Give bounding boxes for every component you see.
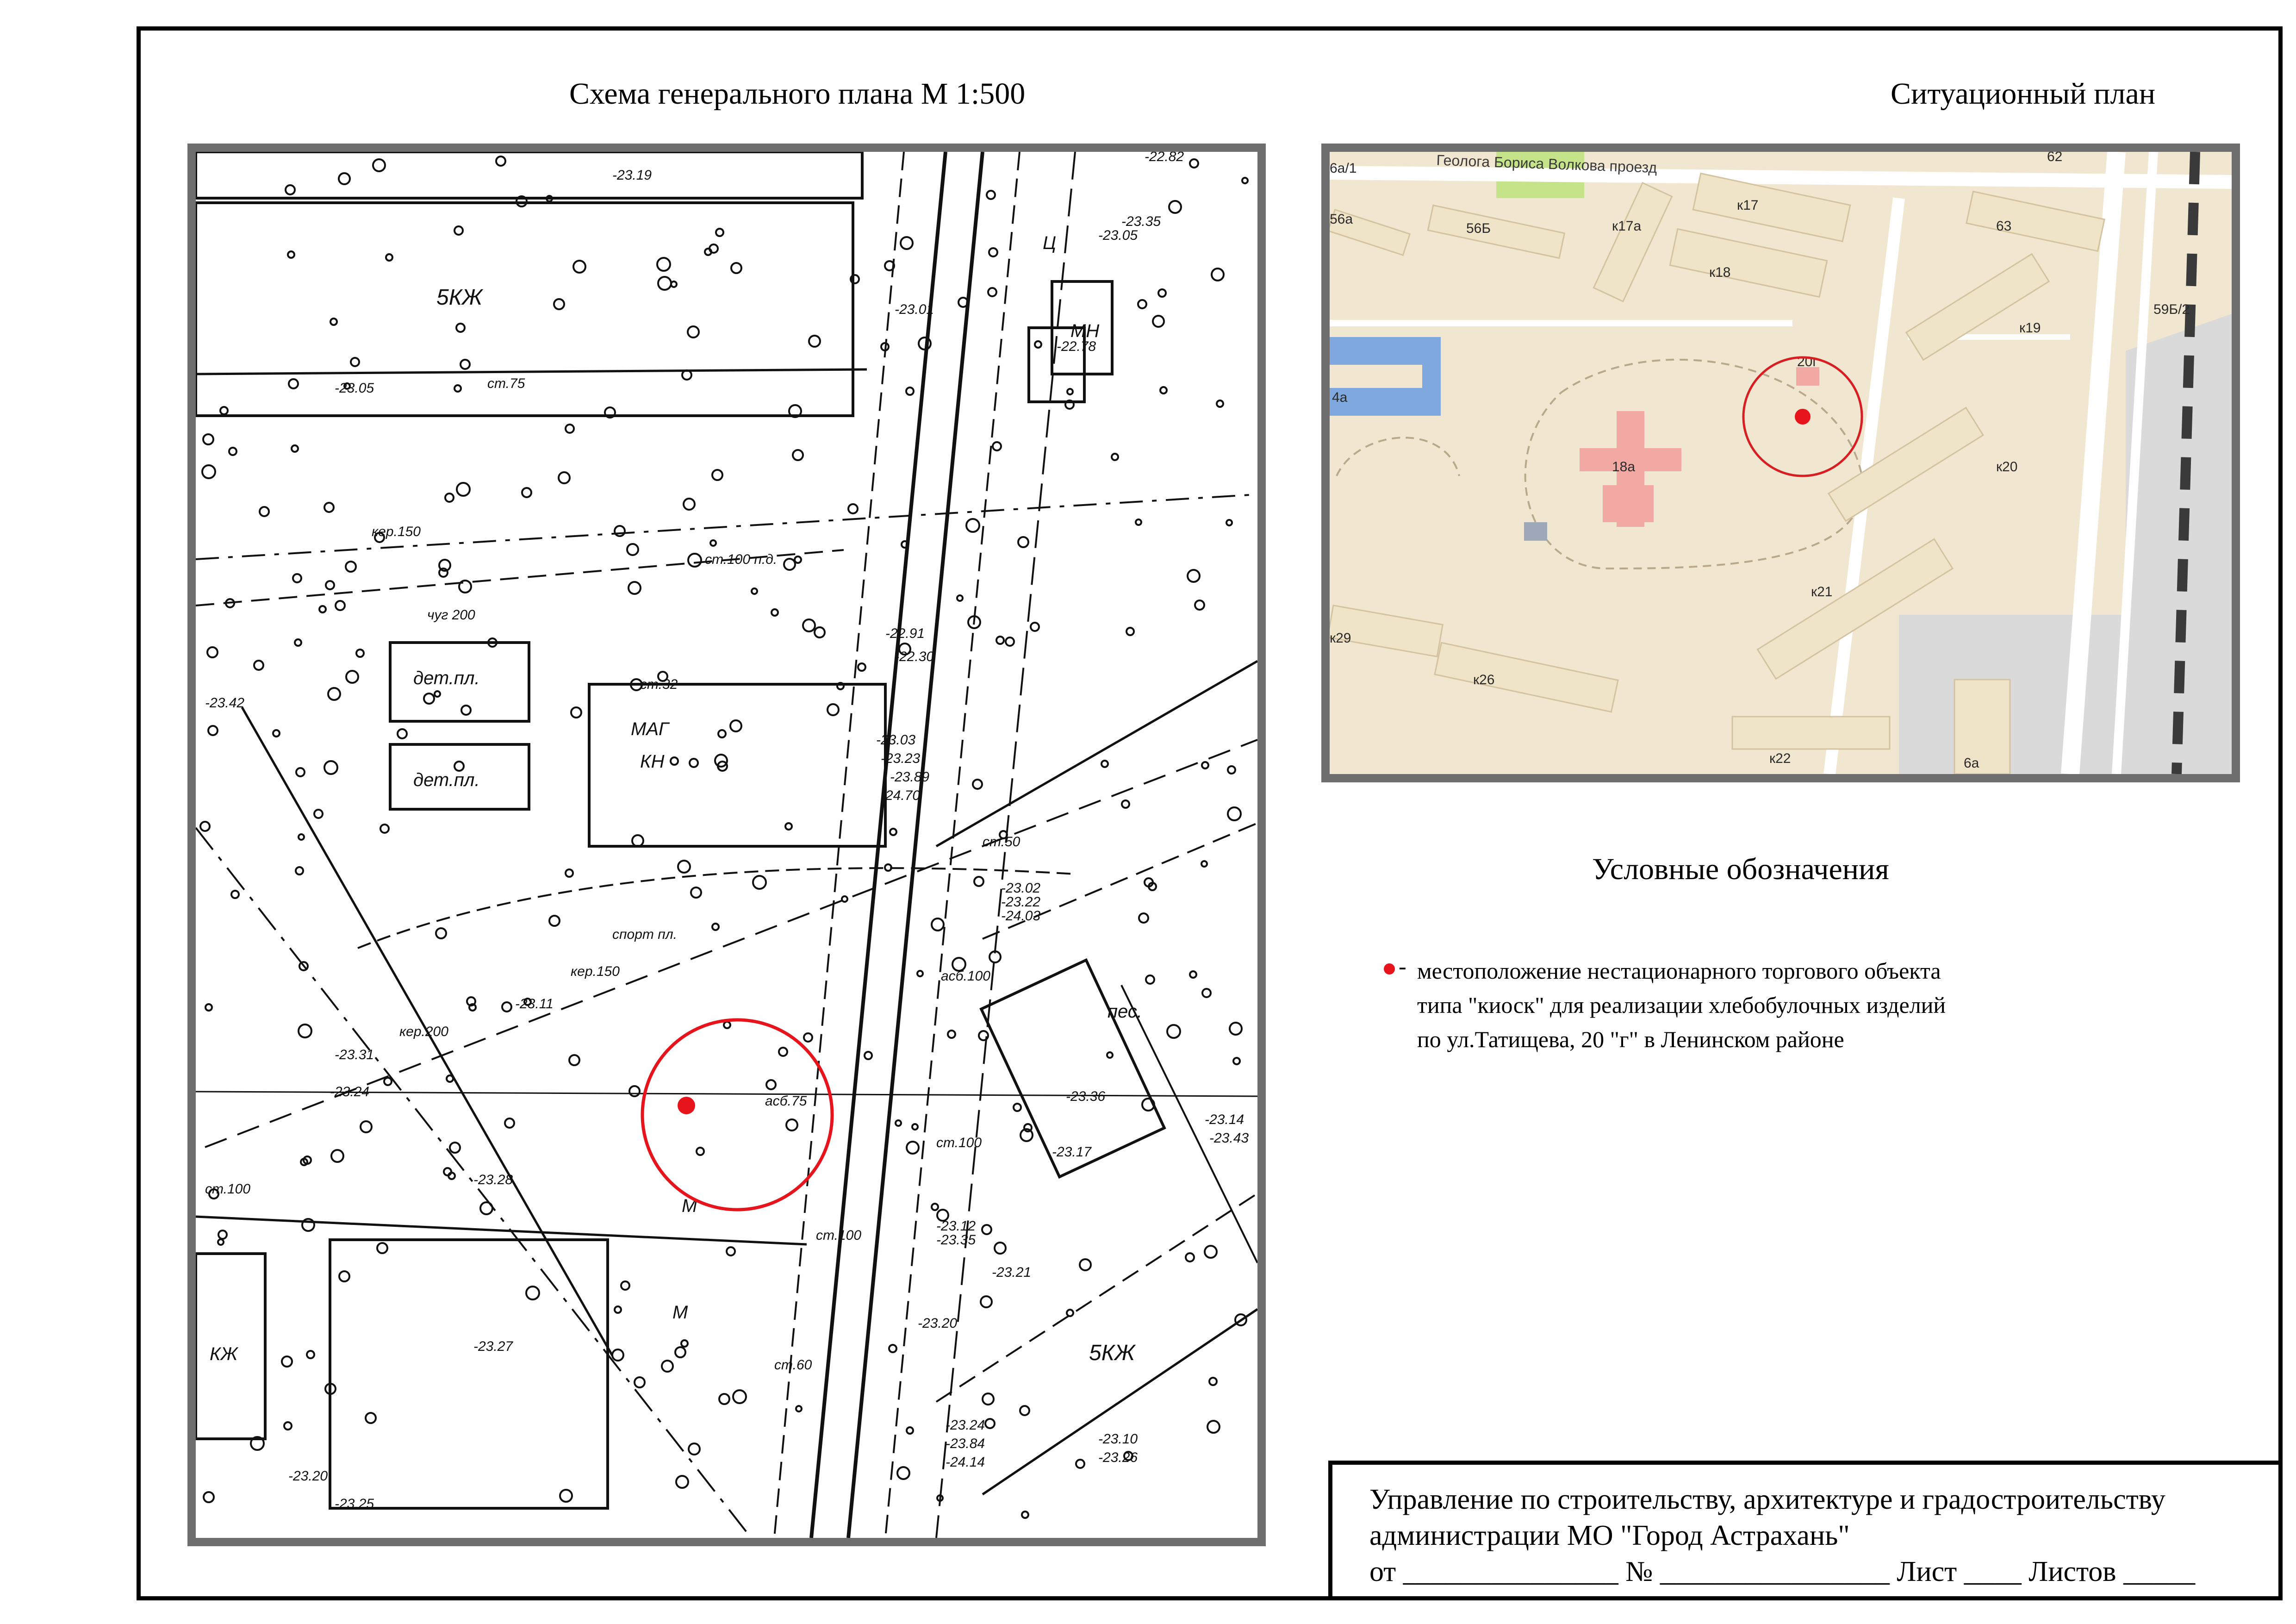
- survey-annotation: ст.60: [774, 1357, 812, 1373]
- situation-label: 20г: [1797, 354, 1818, 369]
- survey-elevation: -24.14: [946, 1455, 985, 1470]
- legend-title: Условные обозначения: [1592, 852, 1889, 886]
- survey-elevation: -23.21: [992, 1265, 1032, 1280]
- survey-zone-label: М: [682, 1196, 697, 1216]
- survey-annotation: ст.100: [816, 1228, 862, 1243]
- situation-label: 56а: [1330, 212, 1353, 227]
- situation-label: к20: [1996, 459, 2018, 475]
- general-plan-title: Схема генерального плана М 1:500: [569, 77, 1026, 111]
- survey-elevation: -23.35: [1121, 214, 1161, 229]
- survey-elevation: -24.03: [1001, 908, 1041, 924]
- survey-zone-label: МН: [1070, 321, 1100, 341]
- survey-zone-label: дет.пл.: [413, 668, 480, 688]
- survey-zone-label: Ц: [1043, 233, 1057, 253]
- situation-label: 4а: [1332, 390, 1348, 405]
- survey-zone-label: КЖ: [210, 1344, 238, 1364]
- survey-elevation: -22.82: [1145, 152, 1184, 164]
- survey-annotation: ст.100: [205, 1181, 251, 1197]
- survey-annotation: кер.150: [372, 524, 421, 539]
- legend-marker: [1384, 963, 1395, 974]
- survey-elevation: -23.31: [335, 1047, 374, 1062]
- situation-label: 6а: [1964, 756, 1979, 771]
- survey-elevation: -24.70: [881, 788, 921, 803]
- situation-label: к29: [1330, 631, 1351, 646]
- general-plan-map: [187, 144, 1266, 1546]
- survey-elevation: -23.24: [330, 1084, 370, 1099]
- survey-elevation: -23.25: [335, 1496, 374, 1512]
- survey-elevation: -22.91: [885, 626, 925, 641]
- survey-elevation: -23.20: [918, 1316, 958, 1331]
- survey-drawing: [196, 152, 1257, 1538]
- survey-annotation: ст.100 п.д.: [705, 552, 778, 567]
- survey-annotation: асб.75: [765, 1093, 807, 1109]
- survey-elevation: -22.78: [1057, 339, 1096, 354]
- legend-dash: -: [1399, 953, 1406, 979]
- survey-zone-label: дет.пл.: [413, 770, 480, 790]
- situation-label: к17: [1737, 198, 1759, 213]
- survey-elevation: -23.20: [288, 1468, 328, 1484]
- survey-elevation: -23.05: [1098, 228, 1138, 243]
- survey-annotation: ст.75: [487, 376, 525, 391]
- survey-zone-label: пес.: [1108, 1001, 1142, 1022]
- survey-elevation: -23.28: [473, 1172, 513, 1187]
- legend-line-1: местоположение нестационарного торгового объекта: [1417, 958, 1941, 984]
- situation-drawing: [1330, 152, 2232, 774]
- survey-annotation: ст.100: [936, 1135, 982, 1150]
- survey-elevation: -23.89: [890, 769, 930, 785]
- situation-label: к21: [1811, 584, 1833, 600]
- survey-elevation: -23.36: [1066, 1089, 1106, 1104]
- situation-label: к18: [1709, 265, 1731, 280]
- survey-elevation: -23.22: [1001, 894, 1041, 910]
- survey-elevation: -23.43: [1209, 1131, 1249, 1146]
- legend-line-2: типа "киоск" для реализации хлебобулочных изделий: [1417, 992, 1946, 1018]
- survey-elevation: -23.26: [1098, 1450, 1138, 1465]
- survey-elevation: -23.03: [876, 732, 916, 748]
- survey-elevation: -23.19: [612, 168, 652, 183]
- survey-annotation: ст.32: [640, 677, 678, 692]
- street-name: Геолога Бориса Волкова проезд: [1436, 152, 1657, 176]
- title-block: [1328, 1461, 2283, 1600]
- survey-annotation: спорт пл.: [612, 927, 677, 942]
- survey-annotation: чуг 200: [427, 607, 475, 623]
- survey-annotation: кер.150: [571, 964, 620, 979]
- situation-plan-title: Ситуационный план: [1891, 77, 2156, 111]
- survey-elevation: -23.01: [895, 302, 934, 317]
- survey-zone-label: М: [672, 1302, 688, 1323]
- survey-elevation: -23.27: [473, 1339, 513, 1354]
- situation-label: 63: [1996, 219, 2012, 234]
- situation-label: к26: [1473, 672, 1495, 687]
- survey-elevation: -23.11: [515, 996, 554, 1012]
- survey-zone-label: 5КЖ: [1089, 1341, 1135, 1365]
- survey-elevation: -22.30: [895, 649, 934, 664]
- organization-name: Управление по строительству, архитектуре и градостроительству: [1369, 1484, 2165, 1515]
- survey-elevation: -23.10: [1098, 1431, 1138, 1447]
- administration-name: администрации МО "Город Астрахань": [1369, 1520, 1850, 1551]
- survey-zone-label: КН: [640, 751, 665, 772]
- survey-elevation: -23.12: [936, 1218, 976, 1234]
- situation-label: к17а: [1612, 219, 1642, 234]
- survey-elevation: -23.02: [1001, 881, 1041, 896]
- survey-elevation: -23.14: [1205, 1112, 1244, 1127]
- situation-label: 56Б: [1466, 221, 1491, 236]
- situation-map: [1321, 144, 2240, 782]
- situation-label: к22: [1769, 751, 1791, 766]
- situation-label: 6а/1: [1330, 161, 1357, 176]
- document-fields: от _______________ № ________________ Лист ____ Листов _____: [1369, 1556, 2196, 1587]
- kiosk-location-marker: [678, 1097, 695, 1114]
- legend-description: [1417, 954, 1946, 1056]
- survey-elevation: -23.23: [881, 751, 921, 766]
- survey-zone-label: 5КЖ: [436, 285, 482, 310]
- situation-label: 62: [2047, 152, 2063, 164]
- survey-annotation: асб.100: [941, 968, 990, 984]
- survey-elevation: -23.84: [946, 1436, 985, 1451]
- survey-zone-label: МАГ: [631, 719, 669, 739]
- survey-elevation: -23.05: [335, 381, 374, 396]
- survey-elevation: -23.35: [936, 1232, 976, 1248]
- survey-elevation: -23.17: [1052, 1144, 1092, 1160]
- legend-line-3: по ул.Татищева, 20 "г" в Ленинском районе: [1417, 1026, 1844, 1052]
- survey-elevation: -23.24: [946, 1418, 985, 1433]
- survey-annotation: кер.200: [399, 1024, 448, 1039]
- kiosk-location-marker: [1795, 409, 1811, 425]
- survey-annotation: ст.50: [983, 834, 1020, 849]
- situation-label: 18а: [1612, 459, 1636, 475]
- situation-label: 59Б/2: [2153, 302, 2190, 317]
- survey-elevation: -23.42: [205, 695, 245, 711]
- situation-label: к19: [2019, 320, 2041, 336]
